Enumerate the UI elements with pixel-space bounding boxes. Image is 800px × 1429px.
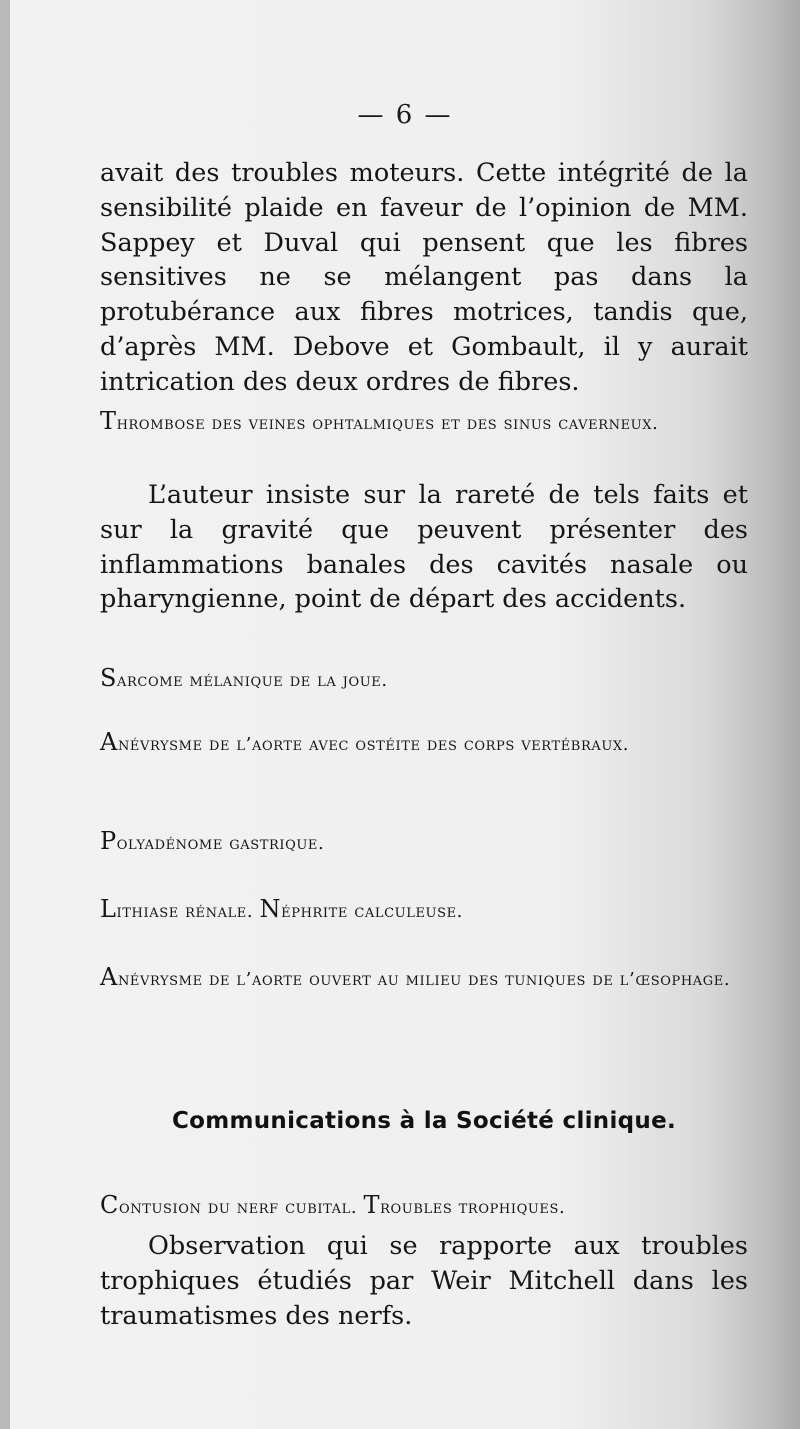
title-lithiase: Lithiase rénale. Néphrite calculeuse. [100, 895, 464, 923]
paragraph-observation: Observation qui se rapporte aux troubles trophiques étudiés par Weir Mitchell dans les traumatismes des nerfs. [100, 1231, 748, 1331]
title-sarcome: Sarcome mélanique de la joue. [100, 664, 388, 692]
title-contusion: Contusion du nerf cubital. Troubles trophiques. [100, 1191, 566, 1219]
title-anevrysme-oesophage: Anévrysme de l’aorte ouvert au milieu des tuniques de l’œsophage. [100, 963, 731, 991]
title-anevrysme-ostéite: Anévrysme de l’aorte avec ostéite des corps vertébraux. [100, 728, 630, 756]
title-thrombose: Thrombose des veines ophtalmiques et des sinus caverneux. [100, 407, 659, 435]
book-page [10, 0, 800, 1429]
section-heading: Communications à la Société clinique. [171, 1108, 677, 1134]
paragraph-rarete: L’auteur insiste sur la rareté de tels faits et sur la gravité que peuvent présenter des inflammations banales des cavités nasale ou pharyngienne, point de départ des accidents. [100, 480, 748, 615]
page-number: — 6 — [357, 100, 453, 130]
title-polyadenome: Polyadénome gastrique. [100, 827, 325, 855]
paragraph-sensibilite: avait des troubles moteurs. Cette intégrité de la sensibilité plaide en faveur de l’opinion de MM. Sappey et Duval qui pensent que les fibres sensitives ne se mélangent pas dans la protubérance aux fibres motrices, tandis que, d’après MM. Debove et Gombault, il y aurait intrication des deux ordres de fibres. [100, 158, 748, 397]
